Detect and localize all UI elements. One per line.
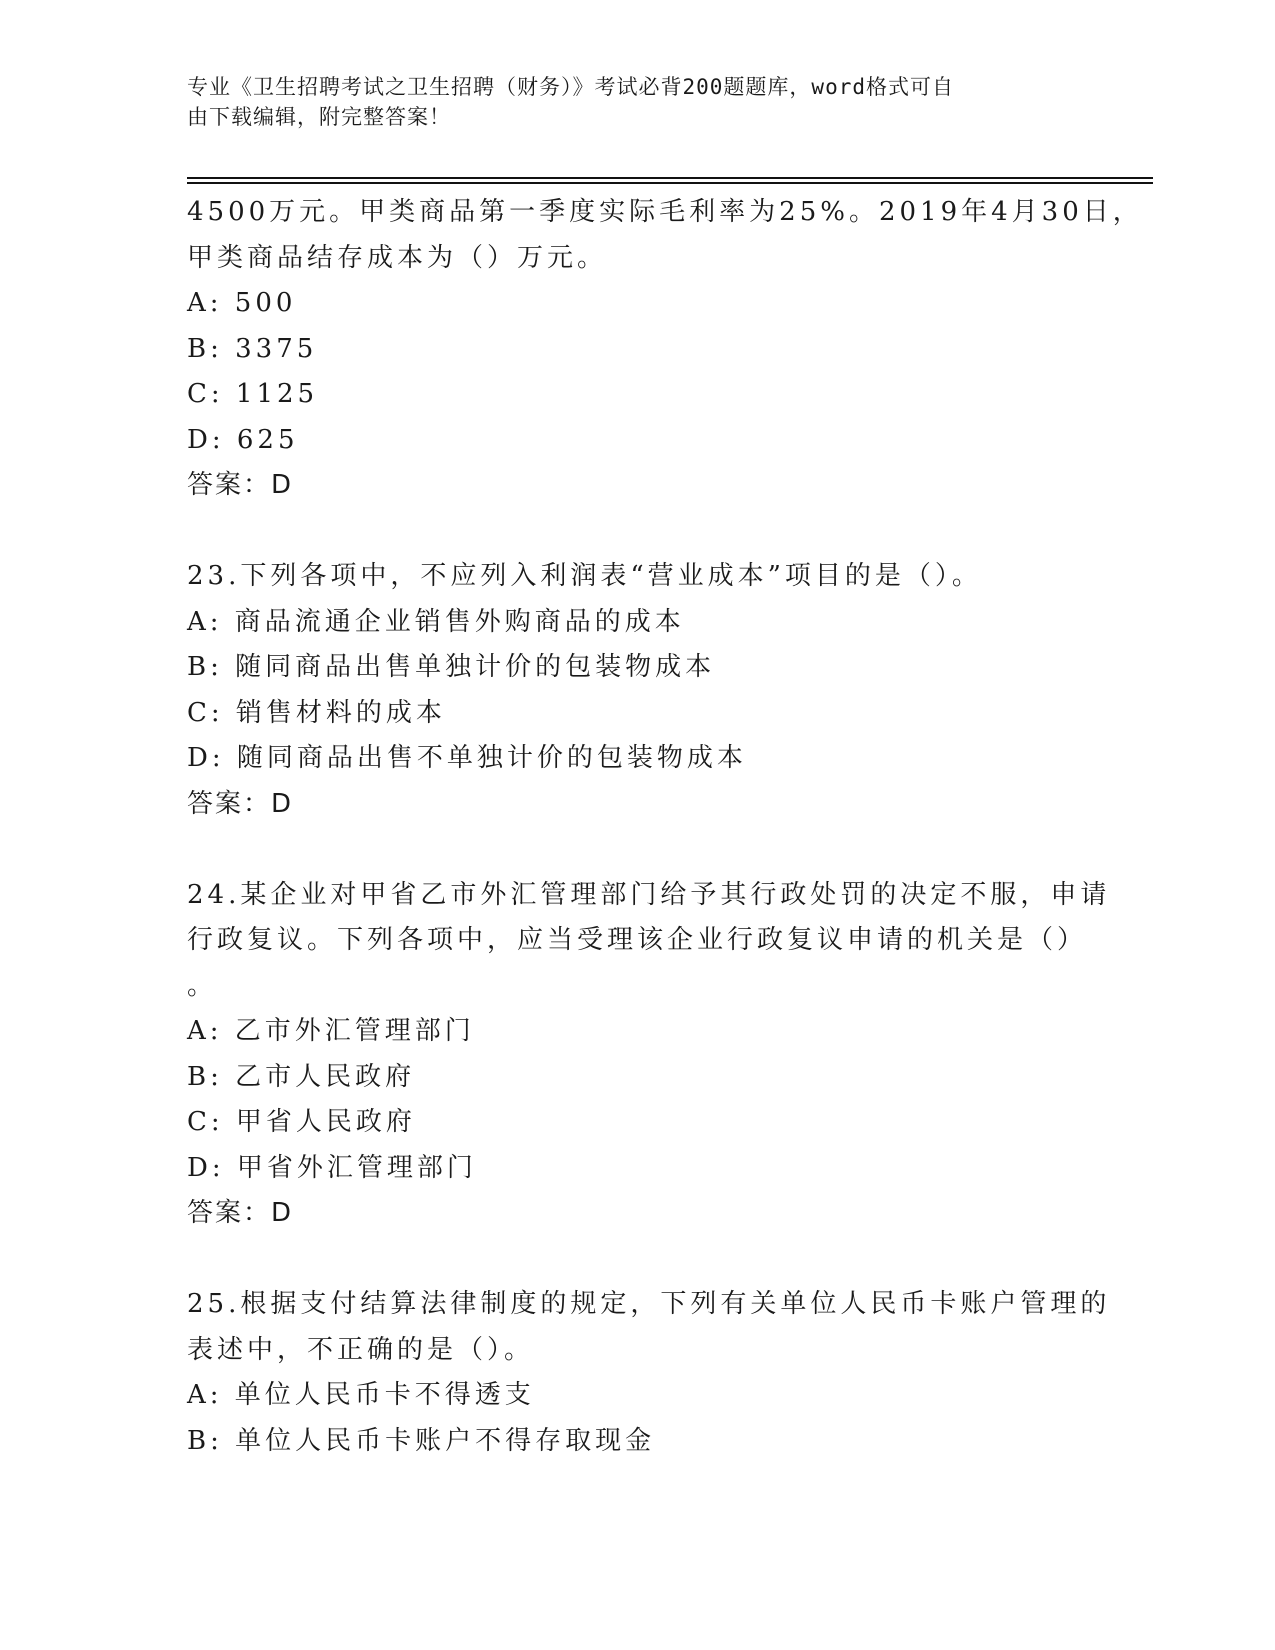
question-stem: 甲类商品结存成本为（）万元。 xyxy=(187,242,608,273)
question-stem: 。 xyxy=(187,970,218,1001)
option-d: D: 随同商品出售不单独计价的包装物成本 xyxy=(187,743,747,773)
option-a: A: 单位人民币卡不得透支 xyxy=(187,1380,535,1410)
answer-label: 答案：D xyxy=(187,1198,294,1228)
option-c: C: 销售材料的成本 xyxy=(187,697,446,728)
option-c: C: 甲省人民政府 xyxy=(187,1107,416,1137)
header-rule-bottom xyxy=(187,182,1153,184)
question-25 xyxy=(187,1282,1111,1464)
answer-label: 答案：D xyxy=(187,470,294,500)
question-stem: 4500万元。甲类商品第一季度实际毛利率为25%。2019年4月30日， xyxy=(187,197,1143,227)
option-b: B: 3375 xyxy=(187,333,318,364)
answer-label: 答案：D xyxy=(187,788,294,819)
spacer xyxy=(187,1237,1087,1283)
question-24 xyxy=(187,873,1111,1237)
option-d: D: 甲省外汇管理部门 xyxy=(187,1152,477,1183)
option-b: B: 乙市人民政府 xyxy=(187,1061,416,1092)
option-a: A: 500 xyxy=(187,288,297,318)
header-rule-top xyxy=(187,177,1153,179)
option-b: B: 单位人民币卡账户不得存取现金 xyxy=(187,1425,656,1456)
header-line-1: 专业《卫生招聘考试之卫生招聘（财务）》考试必背200题题库，word格式可自 xyxy=(187,75,954,99)
option-d: D: 625 xyxy=(187,424,299,455)
question-stem: 行政复议。下列各项中，应当受理该企业行政复议申请的机关是（） xyxy=(187,925,1088,955)
spacer xyxy=(187,509,1087,555)
question-23 xyxy=(187,554,1087,827)
question-stem: 25.根据支付结算法律制度的规定，下列有关单位人民币卡账户管理的 xyxy=(187,1289,1111,1319)
question-22 xyxy=(187,190,1143,509)
option-b: B: 随同商品出售单独计价的包装物成本 xyxy=(187,652,716,682)
document-header xyxy=(187,72,1087,132)
option-c: C: 1125 xyxy=(187,379,319,409)
question-list xyxy=(187,190,1143,1464)
spacer xyxy=(187,827,1087,873)
option-a: A: 商品流通企业销售外购商品的成本 xyxy=(187,606,685,637)
header-line-2: 由下载编辑，附完整答案！ xyxy=(187,105,451,129)
option-a: A: 乙市外汇管理部门 xyxy=(187,1016,475,1046)
question-stem: 表述中，不正确的是（）。 xyxy=(187,1334,535,1365)
question-stem: 24.某企业对甲省乙市外汇管理部门给予其行政处罚的决定不服，申请 xyxy=(187,879,1111,910)
question-stem: 23.下列各项中，不应列入利润表“营业成本”项目的是（）。 xyxy=(187,561,982,591)
